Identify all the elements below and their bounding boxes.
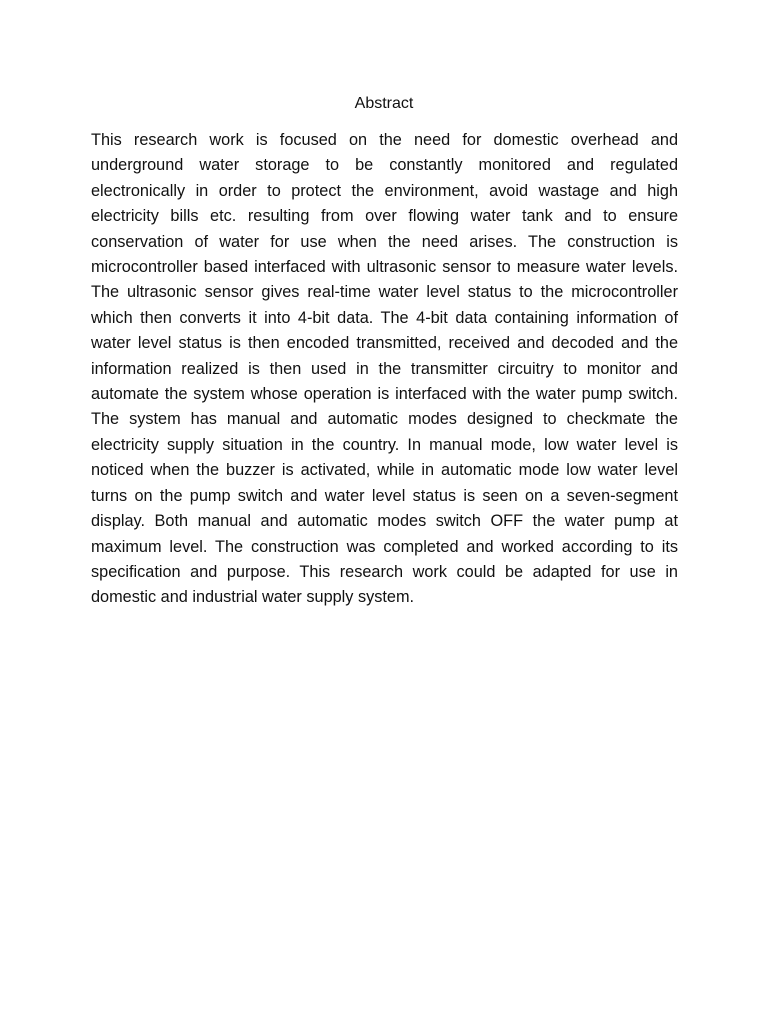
abstract-paragraph: This research work is focused on the need for domestic overhead and underground water storage to be constantly monitored and regulated electronically in order to protect the environment, avoid wastage and high electricity bills etc. resulting from over flowing water tank and to ensure conservation of water for use when the need arises. The construction is microcontroller based interfaced with ultrasonic sensor to measure water levels. The ultrasonic sensor gives real-time water level status to the microcontroller which then converts it into 4-bit data. The 4-bit data containing information of water level status is then encoded transmitted, received and decoded and the information realized is then used in the transmitter circuitry to monitor and automate the system whose operation is interfaced with the water pump switch. The system has manual and automatic modes designed to checkmate the electricity supply situation in the country. In manual mode, low water level is noticed when the buzzer is activated, while in automatic mode low water level turns on the pump switch and water level status is seen on a seven-segment display. Both manual and automatic modes switch OFF the water pump at maximum level. The construction was completed and worked according to its specification and purpose. This research work could be adapted for use in domestic and industrial water supply system.	[91, 131, 678, 607]
abstract-heading: Abstract	[354, 95, 414, 112]
